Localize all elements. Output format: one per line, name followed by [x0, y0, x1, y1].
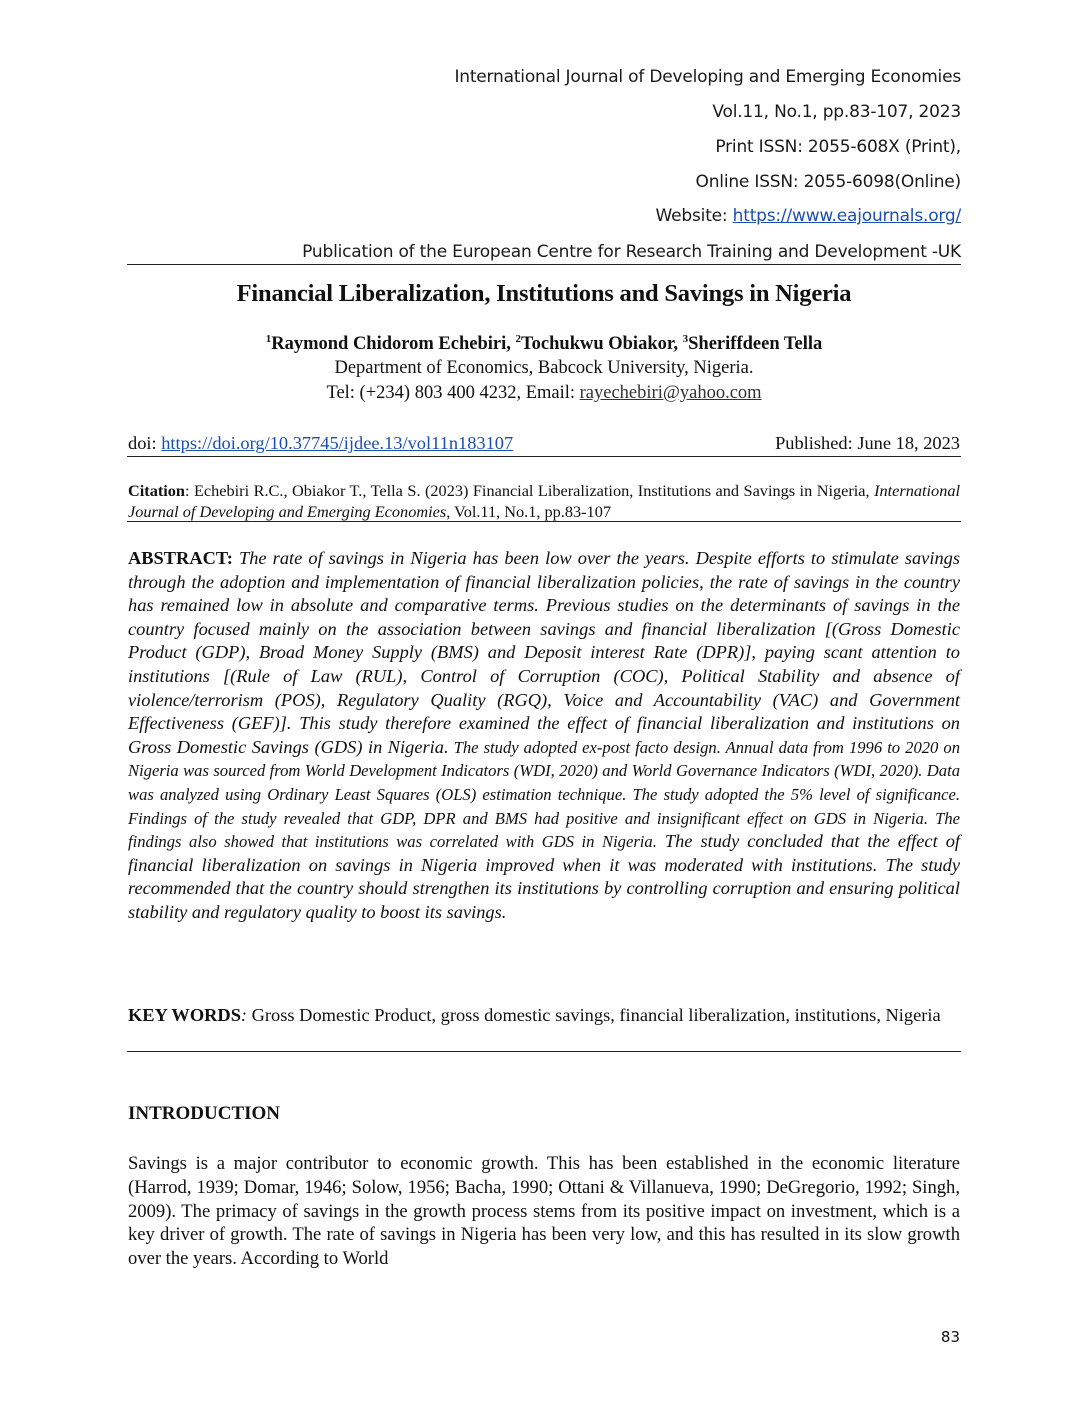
citation-text: : Echebiri R.C., Obiakor T., Tella S. (2023) Financial Liberalization, Institutions and Savings in Nigeria,: [184, 481, 875, 500]
author-3-name: Sheriffdeen Tella: [688, 334, 823, 354]
website-link[interactable]: https://www.eajournals.org/: [732, 206, 961, 226]
publisher-line: Publication of the European Centre for Research Training and Development -UK: [302, 242, 961, 262]
keywords-label: KEY WORDS: [128, 1005, 241, 1025]
citation-journal: International Journal of Developing and Emerging Economies: [128, 481, 960, 521]
page-number: 83: [940, 1328, 960, 1346]
affiliation: Department of Economics, Babcock University, Nigeria.: [334, 358, 754, 378]
author-2-number: 2: [515, 333, 522, 345]
website-line: [656, 205, 961, 227]
website-label: Website:: [655, 206, 733, 226]
abstract-text-1: The rate of savings in Nigeria has been low over the years. Despite efforts to stimulate savings through the adoption and implementation of financial liberalization policies, the rate of savings in the country has remained low in absolute and comparative terms. Previous studies on the determinants of savings in the country focused mainly on the association between savings and financial liberalization [(Gross Domestic Product (GDP), Broad Money Supply (BMS) and Deposit interest Rate (DPR)], paying scant attention to institutions [(Rule of Law (RUL), Control of Corruption (COC), Political Stability and absence of violence/terrorism (POS), Regulatory Quality (RGQ), Voice and Accountability (VAC) and Government Effectiveness (GEF)]. This study therefore examined the effect of financial liberalization and institutions on Gross Domestic Savings (GDS) in Nigeria.: [128, 548, 960, 757]
abstract-label: ABSTRACT:: [128, 548, 233, 568]
abstract-text-2: The study adopted ex-post facto design. Annual data from 1996 to 2020 on Nigeria was sourced from World Development Indicators (WDI, 2020) and World Governance Indicators (WDI, 2020). Data was analyzed using Ordinary Least Squares (OLS) estimation technique. The study adopted the 5% level of significance. Findings of the study revealed that GDP, DPR and BMS had positive and insignificant effect on GDS in Nigeria. The findings also showed that institutions was correlated with GDS in Nigeria.: [128, 737, 961, 852]
journal-name: International Journal of Developing and Emerging Economies: [454, 67, 961, 87]
author-1-number: 1: [265, 333, 272, 345]
published-date: Published: June 18, 2023: [775, 433, 960, 453]
doi-link[interactable]: https://doi.org/10.37745/ijdee.13/vol11n183107: [161, 433, 514, 453]
introduction-heading: INTRODUCTION: [128, 1103, 281, 1124]
abstract: [128, 547, 960, 925]
author-1-name: Raymond Chidorom Echebiri,: [271, 334, 516, 354]
keywords-text: Gross Domestic Product, gross domestic savings, financial liberalization, institutions, Nigeria: [247, 1005, 941, 1025]
doi-label: doi:: [128, 433, 162, 453]
doi-divider: [127, 456, 961, 457]
online-issn: Online ISSN: 2055-6098(Online): [695, 172, 961, 192]
citation-label: Citation: [128, 481, 185, 500]
introduction-text: Savings is a major contributor to economic growth. This has been established in the economic literature (Harrod, 1939; Domar, 1946; Solow, 1956; Bacha, 1990; Ottani & Villanueva, 1990; DeGregorio, 1992; Singh, 2009). The primacy of savings in the growth process stems from its positive impact on investment, which is a key driver of growth. The rate of savings in Nigeria has been very low, and this has resulted in its slow growth over the years. According to World: [128, 1153, 960, 1270]
doi-line: [128, 432, 960, 456]
print-issn: Print ISSN: 2055-608X (Print),: [715, 137, 961, 157]
contact-line: [0, 383, 1088, 404]
abstract-text-3: The study concluded that the effect of financial liberalization on savings in Nigeria improved when it was moderated with institutions. The study recommended that the country should strengthen its institutions by controlling corruption and ensuring political stability and regulatory quality to boost its savings.: [128, 831, 960, 922]
citation-tail: , Vol.11, No.1, pp.83-107: [446, 502, 611, 521]
keywords-divider: [127, 1051, 961, 1052]
email-link[interactable]: rayechebiri@yahoo.com: [579, 383, 762, 403]
contact-prefix: Tel: (+234) 803 400 4232, Email:: [326, 383, 580, 403]
keywords: [128, 1004, 960, 1028]
paper-title: Financial Liberalization, Institutions and Savings in Nigeria: [236, 280, 852, 307]
volume-info: Vol.11, No.1, pp.83-107, 2023: [712, 102, 961, 122]
author-2-name: Tochukwu Obiakor,: [521, 334, 683, 354]
citation: [128, 480, 960, 522]
author-list: [0, 333, 1088, 355]
header-divider: [127, 264, 961, 265]
citation-divider: [127, 521, 961, 522]
author-3-number: 3: [682, 333, 689, 345]
keywords-colon: :: [240, 1005, 248, 1025]
